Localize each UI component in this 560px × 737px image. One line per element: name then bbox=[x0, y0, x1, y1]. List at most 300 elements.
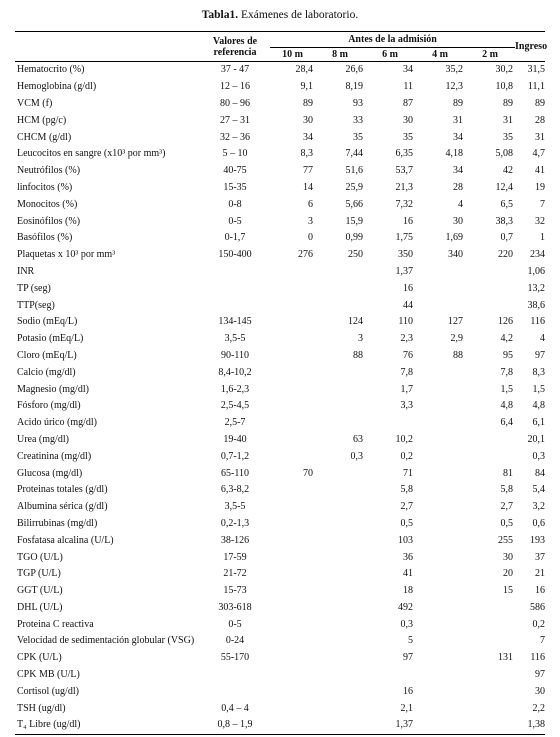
result-cell bbox=[415, 415, 465, 432]
test-name-cell: linfocitos (%) bbox=[17, 181, 73, 193]
result-cell bbox=[270, 667, 315, 684]
result-cell: 124 bbox=[348, 316, 363, 328]
result-cell bbox=[415, 616, 465, 633]
result-cell bbox=[270, 415, 315, 432]
reference-value-cell: 15-35 bbox=[223, 181, 247, 193]
test-name-cell: Velocidad de sedimentación globular (VSG) bbox=[17, 635, 195, 647]
result-cell: 28,4 bbox=[295, 64, 313, 76]
result-cell: 34 bbox=[403, 64, 413, 76]
ingreso-value-cell: 116 bbox=[530, 652, 546, 664]
reference-value-cell: 40-75 bbox=[223, 165, 247, 177]
reference-value-cell: 1,6-2,3 bbox=[220, 383, 250, 395]
result-cell: 28 bbox=[453, 181, 463, 193]
result-cell: 16 bbox=[403, 215, 413, 227]
ingreso-value-cell: 11,1 bbox=[527, 81, 546, 93]
result-cell bbox=[270, 700, 315, 717]
result-cell bbox=[415, 549, 465, 566]
ingreso-value-cell: 4,8 bbox=[532, 400, 546, 412]
ingreso-value-cell: 6,1 bbox=[532, 417, 546, 429]
header-time-4m: 4 m bbox=[415, 48, 465, 62]
test-name-cell: Cortisol (ug/dl) bbox=[17, 685, 79, 697]
test-name-cell: Fósforo (mg/dl) bbox=[17, 400, 81, 412]
result-cell: 0,99 bbox=[345, 232, 363, 244]
test-name-cell: Albumina sérica (g/dl) bbox=[17, 501, 108, 513]
table-row bbox=[15, 600, 545, 617]
test-name-cell: HCM (pg/c) bbox=[17, 114, 67, 126]
test-name-cell: Calcio (mg/dl) bbox=[17, 366, 76, 378]
result-cell bbox=[315, 398, 365, 415]
result-cell bbox=[315, 583, 365, 600]
result-cell: 276 bbox=[298, 249, 313, 261]
document bbox=[15, 0, 548, 735]
result-cell bbox=[315, 717, 365, 734]
result-cell: 4,2 bbox=[500, 333, 514, 345]
result-cell bbox=[465, 616, 515, 633]
table-row bbox=[15, 79, 545, 96]
ingreso-value-cell: 116 bbox=[530, 316, 546, 328]
table-row bbox=[15, 62, 545, 79]
result-cell: 1,69 bbox=[445, 232, 463, 244]
result-cell: 35,2 bbox=[445, 64, 463, 76]
table-row bbox=[15, 230, 545, 247]
test-name-cell: Urea (mg/dl) bbox=[17, 433, 69, 445]
table-row bbox=[15, 314, 545, 331]
result-cell: 38,3 bbox=[495, 215, 514, 227]
result-cell: 3 bbox=[308, 215, 313, 227]
result-cell bbox=[270, 280, 315, 297]
result-cell bbox=[415, 432, 465, 449]
result-cell: 26,6 bbox=[345, 64, 363, 76]
reference-value-cell: 303-618 bbox=[218, 601, 252, 613]
result-cell bbox=[270, 297, 315, 314]
result-cell bbox=[415, 297, 465, 314]
result-cell bbox=[465, 700, 515, 717]
result-cell: 1,37 bbox=[395, 265, 413, 277]
test-name-cell: TSH (ug/dl) bbox=[17, 702, 66, 714]
result-cell: 95 bbox=[503, 349, 514, 361]
reference-value-cell: 6,3-8,2 bbox=[220, 484, 250, 496]
result-cell: 30,2 bbox=[495, 64, 514, 76]
result-cell bbox=[270, 683, 315, 700]
test-name-cell: Acido úrico (mg/dl) bbox=[17, 417, 97, 429]
header-time-8m: 8 m bbox=[315, 48, 365, 62]
result-cell bbox=[270, 600, 315, 617]
test-name-cell: INR bbox=[17, 265, 35, 277]
test-name-cell: Magnesio (mg/dl) bbox=[17, 383, 89, 395]
test-name-cell: CHCM (g/dl) bbox=[17, 131, 72, 143]
reference-value-cell bbox=[200, 264, 270, 281]
result-cell bbox=[315, 516, 365, 533]
header-reference-values: Valores de referencia bbox=[200, 32, 270, 62]
result-cell: 250 bbox=[348, 249, 363, 261]
result-cell: 2,7 bbox=[500, 501, 514, 513]
result-cell: 35 bbox=[403, 131, 413, 143]
result-cell bbox=[315, 415, 365, 432]
result-cell: 2,1 bbox=[400, 702, 413, 714]
result-cell bbox=[270, 482, 315, 499]
result-cell bbox=[315, 700, 365, 717]
result-cell: 1,5 bbox=[500, 383, 514, 395]
reference-value-cell: 0,8 – 1,9 bbox=[200, 717, 270, 734]
result-cell bbox=[270, 583, 315, 600]
result-cell: 12,4 bbox=[495, 181, 514, 193]
result-cell: 44 bbox=[403, 299, 413, 311]
ingreso-value-cell: 28 bbox=[535, 114, 546, 126]
result-cell: 492 bbox=[398, 601, 413, 613]
result-cell: 97 bbox=[403, 652, 413, 664]
result-cell bbox=[415, 482, 465, 499]
table-row bbox=[15, 398, 545, 415]
result-cell bbox=[465, 633, 515, 650]
result-cell: 2,9 bbox=[450, 333, 463, 345]
result-cell: 7,8 bbox=[400, 366, 413, 378]
result-cell bbox=[270, 348, 315, 365]
result-cell: 5,8 bbox=[400, 484, 413, 496]
result-cell: 81 bbox=[503, 467, 514, 479]
test-name-cell: TP (seg) bbox=[17, 282, 51, 294]
result-cell bbox=[415, 583, 465, 600]
ingreso-value-cell: 7 bbox=[540, 198, 546, 210]
test-name-cell: Bilirrubinas (mg/dl) bbox=[17, 517, 98, 529]
result-cell bbox=[270, 331, 315, 348]
result-cell bbox=[270, 717, 315, 734]
result-cell: 51,6 bbox=[345, 165, 363, 177]
table-row bbox=[15, 129, 545, 146]
header-test-name bbox=[15, 32, 200, 62]
result-cell: 89 bbox=[303, 97, 313, 109]
table-row bbox=[15, 465, 545, 482]
reference-value-cell bbox=[200, 280, 270, 297]
ingreso-value-cell: 31,5 bbox=[527, 64, 546, 76]
ingreso-value-cell: 31 bbox=[535, 131, 546, 143]
ingreso-value-cell: 13,2 bbox=[527, 282, 546, 294]
result-cell bbox=[465, 280, 515, 297]
test-name-cell: Fosfatasa alcalina (U/L) bbox=[17, 534, 114, 546]
table-row bbox=[15, 499, 545, 516]
ingreso-value-cell: 1,5 bbox=[532, 383, 546, 395]
header-ingreso: Ingreso bbox=[515, 32, 545, 62]
table-row bbox=[15, 112, 545, 129]
result-cell: 33 bbox=[353, 114, 363, 126]
result-cell: 16 bbox=[403, 282, 413, 294]
result-cell: 4,18 bbox=[445, 148, 463, 160]
test-name-cell: VCM (f) bbox=[17, 97, 53, 109]
result-cell bbox=[315, 297, 365, 314]
ingreso-value-cell: 4 bbox=[540, 333, 546, 345]
reference-value-cell: 2,5-4,5 bbox=[220, 400, 250, 412]
result-cell: 31 bbox=[453, 114, 463, 126]
reference-value-cell: 0-5 bbox=[228, 618, 242, 630]
header-time-10m: 10 m bbox=[270, 48, 315, 62]
ingreso-value-cell: 2,2 bbox=[532, 702, 546, 714]
table-row bbox=[15, 583, 545, 600]
ingreso-value-cell: 3,2 bbox=[532, 501, 546, 513]
table-row bbox=[15, 650, 545, 667]
test-name-cell: Cloro (mEq/L) bbox=[17, 349, 77, 361]
result-cell bbox=[270, 616, 315, 633]
test-name-cell: Hemoglobina (g/dl) bbox=[17, 81, 97, 93]
reference-value-cell bbox=[200, 683, 270, 700]
result-cell: 8,3 bbox=[300, 148, 313, 160]
ingreso-value-cell: 0,2 bbox=[532, 618, 546, 630]
test-name-cell: Creatinina (mg/dl) bbox=[17, 450, 92, 462]
reference-value-cell: 65-110 bbox=[221, 467, 249, 479]
result-cell: 63 bbox=[353, 433, 363, 445]
result-cell: 0,5 bbox=[500, 517, 514, 529]
result-cell bbox=[415, 683, 465, 700]
table-row bbox=[15, 432, 545, 449]
result-cell: 3 bbox=[358, 333, 363, 345]
result-cell: 1,37 bbox=[365, 717, 415, 734]
test-name-cell: Basófilos (%) bbox=[17, 232, 73, 244]
ingreso-value-cell: 234 bbox=[530, 249, 546, 261]
result-cell bbox=[315, 465, 365, 482]
result-cell bbox=[415, 667, 465, 684]
test-name-cell: Monocitos (%) bbox=[17, 198, 78, 210]
result-cell bbox=[365, 415, 415, 432]
result-cell bbox=[415, 700, 465, 717]
table-row bbox=[15, 683, 545, 700]
result-cell: 350 bbox=[398, 249, 413, 261]
ingreso-value-cell: 19 bbox=[535, 181, 546, 193]
reference-value-cell: 15-73 bbox=[223, 585, 247, 597]
table-row bbox=[15, 348, 545, 365]
result-cell: 0,2 bbox=[400, 450, 413, 462]
table-row bbox=[15, 667, 545, 684]
test-name-cell: Leucocitos en sangre (x10³ por mm³) bbox=[17, 148, 166, 160]
result-cell: 25,9 bbox=[345, 181, 363, 193]
result-cell: 11 bbox=[403, 81, 413, 93]
result-cell bbox=[315, 499, 365, 516]
table-row bbox=[15, 364, 545, 381]
result-cell bbox=[270, 448, 315, 465]
result-cell: 5,66 bbox=[345, 198, 363, 210]
reference-value-cell: 17-59 bbox=[223, 551, 247, 563]
result-cell bbox=[415, 516, 465, 533]
result-cell: 87 bbox=[403, 97, 413, 109]
test-name-cell: TTP(seg) bbox=[17, 299, 55, 311]
test-name-cell: TGO (U/L) bbox=[17, 551, 63, 563]
result-cell: 89 bbox=[503, 97, 514, 109]
result-cell: 42 bbox=[503, 165, 514, 177]
result-cell bbox=[270, 398, 315, 415]
result-cell bbox=[315, 600, 365, 617]
result-cell bbox=[270, 549, 315, 566]
result-cell: 36 bbox=[403, 551, 413, 563]
result-cell: 16 bbox=[403, 685, 413, 697]
reference-value-cell: 21-72 bbox=[223, 568, 247, 580]
ingreso-value-cell: 97 bbox=[535, 349, 546, 361]
result-cell: 89 bbox=[453, 97, 463, 109]
ingreso-value-cell: 193 bbox=[530, 534, 546, 546]
result-cell bbox=[270, 264, 315, 281]
reference-value-cell: 19-40 bbox=[223, 433, 247, 445]
result-cell: 2,3 bbox=[400, 333, 413, 345]
result-cell bbox=[415, 465, 465, 482]
ingreso-value-cell: 37 bbox=[535, 551, 546, 563]
ingreso-value-cell: 0,6 bbox=[532, 517, 546, 529]
result-cell: 0,7 bbox=[500, 232, 514, 244]
ingreso-value-cell: 1,38 bbox=[515, 717, 545, 734]
result-cell bbox=[315, 683, 365, 700]
result-cell: 3,3 bbox=[400, 400, 413, 412]
table-row bbox=[15, 96, 545, 113]
table-row bbox=[15, 566, 545, 583]
result-cell: 30 bbox=[403, 114, 413, 126]
table-row bbox=[15, 331, 545, 348]
test-name-cell: CPK MB (U/L) bbox=[17, 669, 80, 681]
result-cell: 126 bbox=[498, 316, 514, 328]
table-body bbox=[15, 62, 545, 735]
ingreso-value-cell: 89 bbox=[535, 97, 546, 109]
result-cell: 34 bbox=[453, 165, 463, 177]
result-cell bbox=[415, 264, 465, 281]
result-cell: 220 bbox=[498, 249, 514, 261]
result-cell: 5 bbox=[408, 635, 413, 647]
result-cell: 93 bbox=[353, 97, 363, 109]
test-name-cell: Glucosa (mg/dl) bbox=[17, 467, 83, 479]
result-cell bbox=[270, 364, 315, 381]
result-cell: 20 bbox=[503, 568, 514, 580]
result-cell bbox=[270, 432, 315, 449]
reference-value-cell: 0,2-1,3 bbox=[220, 517, 250, 529]
table-header bbox=[15, 32, 548, 62]
lab-results-table bbox=[15, 31, 548, 735]
result-cell bbox=[415, 499, 465, 516]
reference-value-cell: 0-24 bbox=[225, 635, 245, 647]
table-row bbox=[15, 381, 545, 398]
ingreso-value-cell: 4,7 bbox=[532, 148, 546, 160]
caption-label: Tabla1. bbox=[201, 9, 239, 21]
table-row bbox=[15, 264, 545, 281]
ingreso-value-cell: 0,3 bbox=[532, 450, 546, 462]
test-name-cell: GGT (U/L) bbox=[17, 585, 63, 597]
table-row bbox=[15, 700, 545, 717]
result-cell: 131 bbox=[498, 652, 514, 664]
result-cell: 53,7 bbox=[395, 165, 413, 177]
result-cell: 110 bbox=[398, 316, 413, 328]
table-row bbox=[15, 516, 545, 533]
result-cell bbox=[270, 532, 315, 549]
result-cell bbox=[315, 549, 365, 566]
reference-value-cell: 37 - 47 bbox=[220, 64, 250, 76]
reference-value-cell: 0-8 bbox=[228, 198, 242, 210]
result-cell: 7,32 bbox=[395, 198, 413, 210]
test-name-cell: T₄ Libre (ug/dl) bbox=[15, 717, 200, 734]
result-cell bbox=[465, 432, 515, 449]
result-cell: 88 bbox=[453, 349, 463, 361]
result-cell bbox=[465, 297, 515, 314]
result-cell: 30 bbox=[503, 551, 514, 563]
table-row bbox=[15, 448, 545, 465]
result-cell: 1,7 bbox=[400, 383, 413, 395]
table-row bbox=[15, 415, 545, 432]
result-cell bbox=[270, 314, 315, 331]
caption-text: Exámenes de laboratorio. bbox=[238, 9, 359, 21]
result-cell: 7,44 bbox=[345, 148, 363, 160]
ingreso-value-cell: 38,6 bbox=[527, 299, 546, 311]
ingreso-value-cell: 7 bbox=[540, 635, 546, 647]
header-time-2m: 2 m bbox=[465, 48, 515, 62]
result-cell bbox=[270, 381, 315, 398]
result-cell: 9,1 bbox=[300, 81, 313, 93]
result-cell: 127 bbox=[448, 316, 463, 328]
reference-value-cell: 32 – 36 bbox=[220, 131, 250, 143]
result-cell: 10,2 bbox=[395, 433, 413, 445]
table-row bbox=[15, 633, 545, 650]
table-row bbox=[15, 717, 545, 734]
result-cell bbox=[415, 717, 465, 734]
reference-value-cell: 12 – 16 bbox=[220, 81, 250, 93]
table-row bbox=[15, 482, 545, 499]
table-row bbox=[15, 549, 545, 566]
result-cell: 88 bbox=[353, 349, 363, 361]
result-cell bbox=[415, 381, 465, 398]
result-cell bbox=[415, 398, 465, 415]
result-cell bbox=[315, 532, 365, 549]
result-cell bbox=[465, 683, 515, 700]
ingreso-value-cell: 41 bbox=[535, 165, 546, 177]
reference-value-cell: 3,5-5 bbox=[224, 501, 246, 513]
reference-value-cell: 5 – 10 bbox=[222, 148, 248, 160]
ingreso-value-cell: 97 bbox=[535, 669, 546, 681]
result-cell bbox=[415, 364, 465, 381]
result-cell bbox=[415, 600, 465, 617]
result-cell bbox=[365, 667, 415, 684]
test-name-cell: Sodio (mEq/L) bbox=[17, 316, 78, 328]
test-name-cell: Hematocrito (%) bbox=[17, 64, 85, 76]
reference-value-cell: 0,4 – 4 bbox=[221, 702, 249, 714]
reference-value-cell: 150-400 bbox=[218, 249, 252, 261]
ingreso-value-cell: 30 bbox=[535, 685, 546, 697]
result-cell bbox=[415, 650, 465, 667]
result-cell: 103 bbox=[398, 534, 413, 546]
result-cell bbox=[315, 381, 365, 398]
result-cell bbox=[315, 616, 365, 633]
reference-value-cell bbox=[200, 667, 270, 684]
result-cell bbox=[315, 280, 365, 297]
result-cell: 6,4 bbox=[500, 417, 514, 429]
result-cell bbox=[315, 482, 365, 499]
result-cell: 15 bbox=[503, 585, 514, 597]
reference-value-cell: 8,4-10,2 bbox=[218, 366, 252, 378]
result-cell: 0,3 bbox=[400, 618, 413, 630]
reference-value-cell: 38-126 bbox=[220, 534, 250, 546]
result-cell: 34 bbox=[303, 131, 313, 143]
reference-value-cell: 80 – 96 bbox=[220, 97, 250, 109]
result-cell bbox=[270, 633, 315, 650]
ingreso-value-cell: 21 bbox=[535, 568, 546, 580]
ingreso-value-cell: 1,06 bbox=[527, 265, 546, 277]
result-cell bbox=[465, 667, 515, 684]
ingreso-value-cell: 1 bbox=[540, 232, 546, 244]
ingreso-value-cell: 20,1 bbox=[527, 433, 546, 445]
reference-value-cell: 2,5-7 bbox=[224, 417, 246, 429]
result-cell: 6 bbox=[308, 198, 313, 210]
test-name-cell: TGP (U/L) bbox=[17, 568, 61, 580]
reference-value-cell bbox=[200, 297, 270, 314]
result-cell: 21,3 bbox=[395, 181, 413, 193]
result-cell bbox=[315, 566, 365, 583]
table-row bbox=[15, 297, 545, 314]
result-cell: 18 bbox=[403, 585, 413, 597]
result-cell: 35 bbox=[503, 131, 514, 143]
test-name-cell: Eosinófilos (%) bbox=[17, 215, 81, 227]
result-cell bbox=[315, 633, 365, 650]
result-cell: 255 bbox=[498, 534, 514, 546]
result-cell: 35 bbox=[353, 131, 363, 143]
result-cell: 34 bbox=[453, 131, 463, 143]
